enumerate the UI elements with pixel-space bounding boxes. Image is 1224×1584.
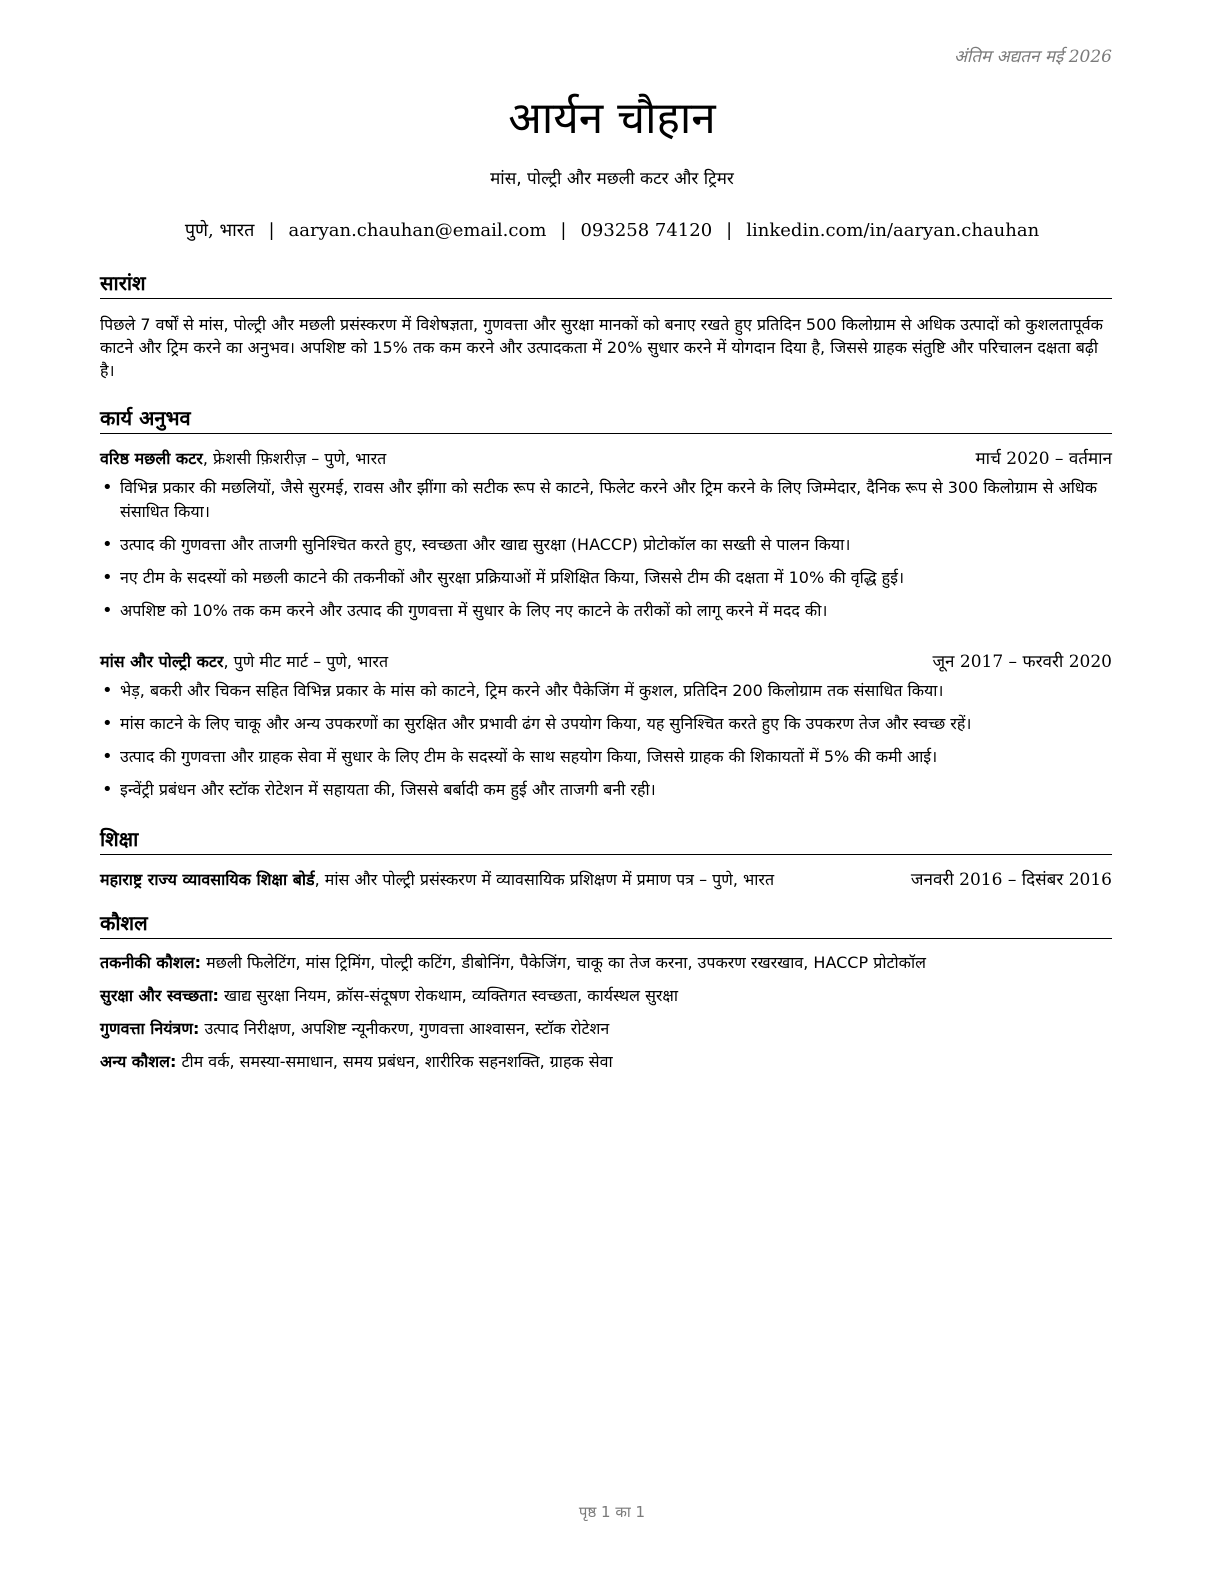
section-heading: शिक्षा: [100, 826, 1112, 855]
skill-row: [100, 1017, 1112, 1041]
page-number: पृष्ठ 1 का 1: [578, 1503, 646, 1521]
list-item: • मांस काटने के लिए चाकू और अन्य उपकरणों का सुरक्षित और प्रभावी ढंग से उपयोग किया, यह सुनिश्चित करते हुए कि उपकरण तेज और स्वच्छ रहें।: [100, 712, 1112, 736]
skill-value: खाद्य सुरक्षा नियम, क्रॉस-संदूषण रोकथाम, व्यक्तिगत स्वच्छता, कार्यस्थल सुरक्षा: [218, 986, 679, 1005]
job-dates: मार्च 2020 – वर्तमान: [975, 449, 1112, 469]
job-bullets: [100, 476, 1112, 623]
job-header: [100, 448, 1112, 472]
job-title: मांस, पोल्ट्री और मछली कटर और ट्रिमर: [490, 169, 734, 189]
list-item: • भेड़, बकरी और चिकन सहित विभिन्न प्रकार के मांस को काटने, ट्रिम करने और पैकेजिंग में कुशल, प्रतिदिन 200 किलोग्राम तक संसाधित किया।: [100, 679, 1112, 703]
contact-separator: |: [268, 220, 275, 241]
contact-linkedin[interactable]: linkedin.com/in/aaryan.chauhan: [746, 220, 1040, 241]
summary-text: पिछले 7 वर्षों से मांस, पोल्ट्री और मछली प्रसंस्करण में विशेषज्ञता, गुणवत्ता और सुरक्षा मानकों को बनाए रखते हुए प्रतिदिन 500 किलोग्राम से अधिक उत्पादों को कुशलतापूर्वक काटने और ट्रिम करने का अनुभव। अपशिष्ट को 15% तक कम करने और उत्पादकता में 20% सुधार करने में योगदान दिया है, जिससे ग्राहक संतुष्टि और परिचालन दक्षता बढ़ी है।: [100, 315, 1103, 380]
list-item: • अपशिष्ट को 10% तक कम करने और उत्पाद की गुणवत्ता में सुधार के लिए नए काटने के तरीकों को लागू करने में मदद की।: [100, 599, 1112, 623]
skill-label: गुणवत्ता नियंत्रण:: [100, 1019, 200, 1038]
list-item: • उत्पाद की गुणवत्ता और ताजगी सुनिश्चित करते हुए, स्वच्छता और खाद्य सुरक्षा (HACCP) प्रोटोकॉल का सख्ती से पालन किया।: [100, 533, 1112, 557]
contact-phone: 093258 74120: [580, 220, 713, 241]
skill-label: तकनीकी कौशल:: [100, 953, 201, 972]
skill-row: [100, 1050, 1112, 1074]
skill-value: उत्पाद निरीक्षण, अपशिष्ट न्यूनीकरण, गुणवत्ता आश्वासन, स्टॉक रोटेशन: [199, 1019, 610, 1038]
skills-section: [100, 910, 1112, 1074]
job-role: वरिष्ठ मछली कटर: [100, 449, 203, 468]
skill-row: [100, 984, 1112, 1008]
job-bullets: [100, 679, 1112, 802]
education-institution: महाराष्ट्र राज्य व्यावसायिक शिक्षा बोर्ड: [100, 870, 315, 889]
education-dates: जनवरी 2016 – दिसंबर 2016: [910, 870, 1112, 890]
job-dates: जून 2017 – फरवरी 2020: [932, 652, 1112, 672]
list-item: • नए टीम के सदस्यों को मछली काटने की तकनीकों और सुरक्षा प्रक्रियाओं में प्रशिक्षित किया, जिससे टीम की दक्षता में 10% की वृद्धि हुई।: [100, 566, 1112, 590]
job-org: , पुणे मीट मार्ट – पुणे, भारत: [223, 652, 389, 671]
job-role: मांस और पोल्ट्री कटर: [100, 652, 224, 671]
job-org: , फ्रेशसी फ़िशरीज़ – पुणे, भारत: [202, 449, 387, 468]
skill-value: मछली फिलेटिंग, मांस ट्रिमिंग, पोल्ट्री कटिंग, डीबोनिंग, पैकेजिंग, चाकू का तेज करना, उपकरण रखरखाव, HACCP प्रोटोकॉल: [201, 953, 926, 972]
list-item: • विभिन्न प्रकार की मछलियों, जैसे सुरमई, रावस और झींगा को सटीक रूप से काटने, फिलेट करने और ट्रिम करने के लिए जिम्मेदार, दैनिक रूप से 300 किलोग्राम से अधिक संसाधित किया।: [100, 476, 1112, 524]
contact-location: पुणे, भारत: [184, 220, 255, 241]
section-heading: कार्य अनुभव: [100, 405, 1112, 434]
contact-separator: |: [560, 220, 567, 241]
summary-section: [100, 270, 1112, 382]
job-entry: [100, 651, 1112, 802]
last-updated: अंतिम अद्यतन मई 2026: [953, 47, 1112, 67]
job-entry: [100, 448, 1112, 623]
skill-label: सुरक्षा और स्वच्छता:: [100, 986, 219, 1005]
education-section: [100, 826, 1112, 893]
contact-line: [0, 218, 1224, 242]
section-heading: सारांश: [100, 270, 1112, 299]
skill-value: टीम वर्क, समस्या-समाधान, समय प्रबंधन, शारीरिक सहनशक्ति, ग्राहक सेवा: [176, 1052, 613, 1071]
candidate-name: आर्यन चौहान: [508, 93, 716, 144]
list-item: • उत्पाद की गुणवत्ता और ग्राहक सेवा में सुधार के लिए टीम के सदस्यों के साथ सहयोग किया, जिससे ग्राहक की शिकायतों में 5% की कमी आई।: [100, 745, 1112, 769]
experience-section: [100, 405, 1112, 802]
section-heading: कौशल: [100, 910, 1112, 939]
contact-separator: |: [726, 220, 733, 241]
list-item: • इन्वेंट्री प्रबंधन और स्टॉक रोटेशन में सहायता की, जिससे बर्बादी कम हुई और ताजगी बनी रही।: [100, 778, 1112, 802]
education-detail: , मांस और पोल्ट्री प्रसंस्करण में व्यावसायिक प्रशिक्षण में प्रमाण पत्र – पुणे, भारत: [314, 870, 775, 889]
contact-email[interactable]: aaryan.chauhan@email.com: [288, 220, 547, 241]
education-entry: [100, 869, 1112, 893]
skill-label: अन्य कौशल:: [100, 1052, 177, 1071]
skill-row: [100, 951, 1112, 975]
job-header: [100, 651, 1112, 675]
